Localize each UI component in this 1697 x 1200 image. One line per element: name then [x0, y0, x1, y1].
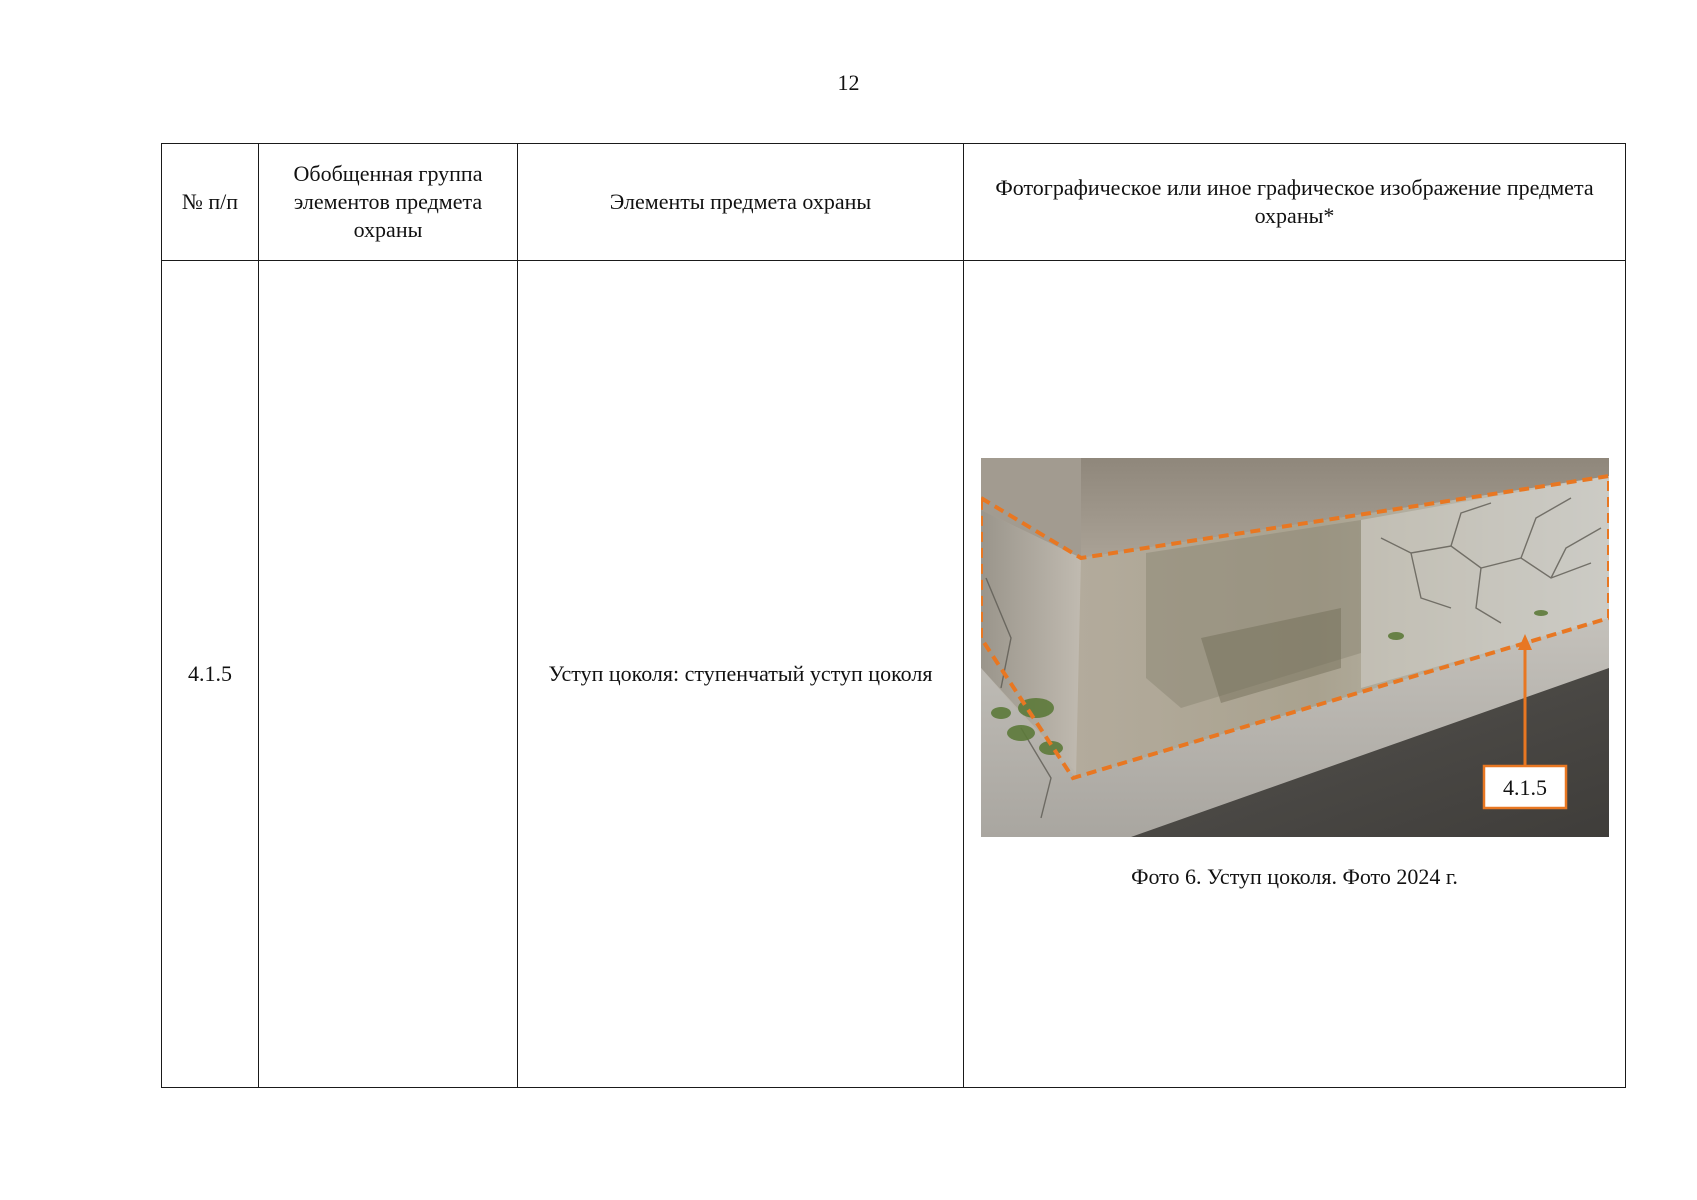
row-number: 4.1.5: [162, 261, 259, 1088]
page-number: 12: [837, 70, 860, 95]
photo-block: [974, 458, 1615, 891]
row-element: Уступ цоколя: ступенчатый уступ цоколя: [518, 261, 964, 1088]
header-image: Фотографическое или иное графическое изображение предмета охраны*: [964, 144, 1626, 261]
table-header-row: [162, 144, 1626, 261]
header-group: Обобщенная группа элементов предмета охраны: [259, 144, 518, 261]
header-elements: Элементы предмета охраны: [518, 144, 964, 261]
plinth-photo: [981, 458, 1609, 837]
photo-caption: Фото 6. Уступ цоколя. Фото 2024 г.: [1131, 863, 1458, 889]
table-row: [162, 261, 1626, 1088]
protection-elements-table: [161, 143, 1626, 1088]
row-image-cell: [964, 261, 1626, 1088]
header-number: № п/п: [162, 144, 259, 261]
photo-callout-label: 4.1.5: [1502, 774, 1547, 800]
row-group: [259, 261, 518, 1088]
